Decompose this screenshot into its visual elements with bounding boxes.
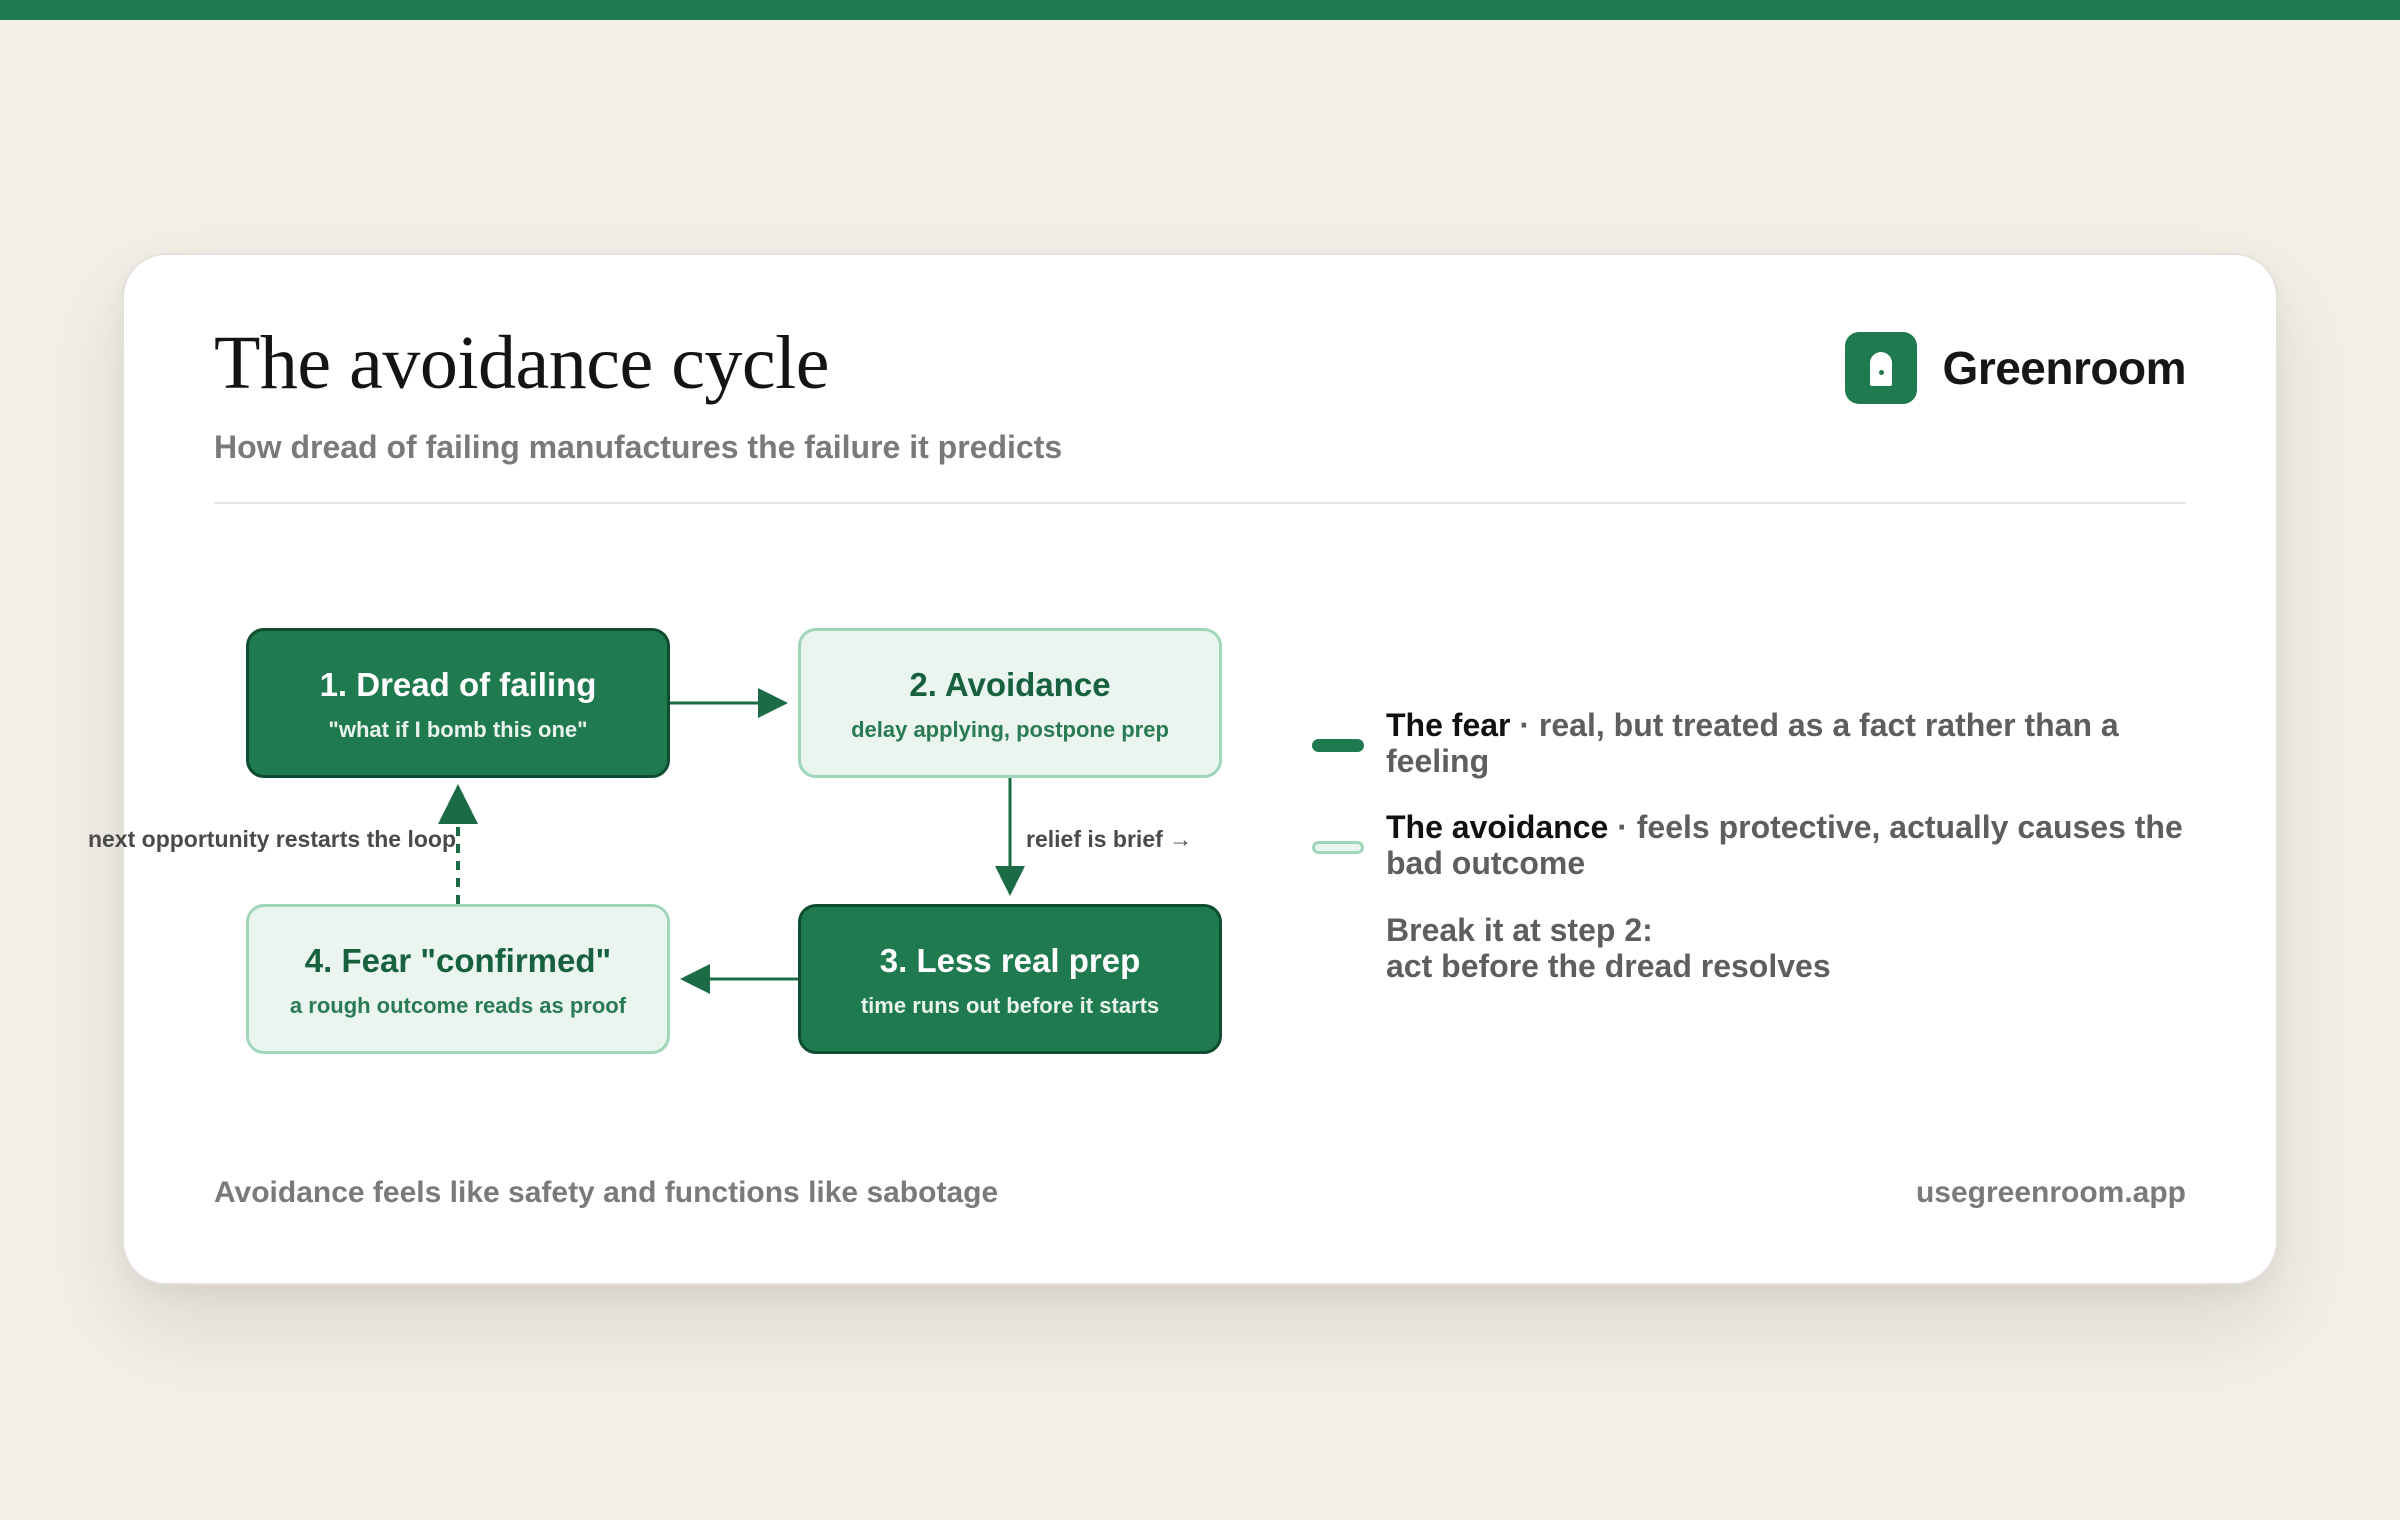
legend-description: real, but treated as a fact rather than a feeling xyxy=(1386,707,2119,780)
legend-item-avoidance xyxy=(1312,809,2192,881)
header-divider xyxy=(214,502,2186,504)
node-subtitle: time runs out before it starts xyxy=(860,992,1160,1018)
legend-separator: · xyxy=(1608,809,1637,846)
legend-swatch-fear xyxy=(1312,739,1364,752)
node-avoidance xyxy=(798,628,1222,778)
node-less-real-prep xyxy=(798,904,1222,1054)
legend-key: The avoidance xyxy=(1386,809,1609,846)
footer-tagline: Avoidance feels like safety and functions like sabotage xyxy=(214,1176,999,1209)
legend-note-line-2: act before the dread resolves xyxy=(1386,947,1831,984)
legend-note-line-1: Break it at step 2: xyxy=(1386,911,1653,948)
node-dread-of-failing xyxy=(246,628,670,778)
node-subtitle: delay applying, postpone prep xyxy=(851,716,1169,742)
brand-name: Greenroom xyxy=(1942,342,2186,394)
node-title: 4. Fear "confirmed" xyxy=(304,942,612,979)
legend-item-fear xyxy=(1312,707,2192,779)
node-title: 2. Avoidance xyxy=(909,666,1111,703)
cycle-diagram xyxy=(87,600,1274,1080)
legend-separator: · xyxy=(1510,707,1539,743)
node-title: 1. Dread of failing xyxy=(319,666,597,703)
legend-key: The fear xyxy=(1386,707,1511,743)
page-subtitle: How dread of failing manufactures the failure it predicts xyxy=(214,429,1063,465)
legend xyxy=(1312,707,2192,984)
door-icon xyxy=(1845,332,1917,404)
footer-url: usegreenroom.app xyxy=(1915,1176,2186,1209)
legend-swatch-avoidance xyxy=(1312,841,1364,854)
edge-label-restart-loop: next opportunity restarts the loop xyxy=(87,826,456,852)
edge-label-relief: relief is brief → xyxy=(1026,826,1193,852)
legend-note xyxy=(1312,912,2192,984)
top-accent-bar xyxy=(0,0,2400,20)
node-fear-confirmed xyxy=(246,904,670,1054)
page-title: The avoidance cycle xyxy=(214,321,830,405)
brand xyxy=(1845,332,2186,404)
node-subtitle: a rough outcome reads as proof xyxy=(289,992,627,1018)
legend-description: feels protective, actually causes the bad outcome xyxy=(1386,809,2183,882)
node-subtitle: "what if I bomb this one" xyxy=(328,716,588,742)
node-title: 3. Less real prep xyxy=(879,942,1141,979)
